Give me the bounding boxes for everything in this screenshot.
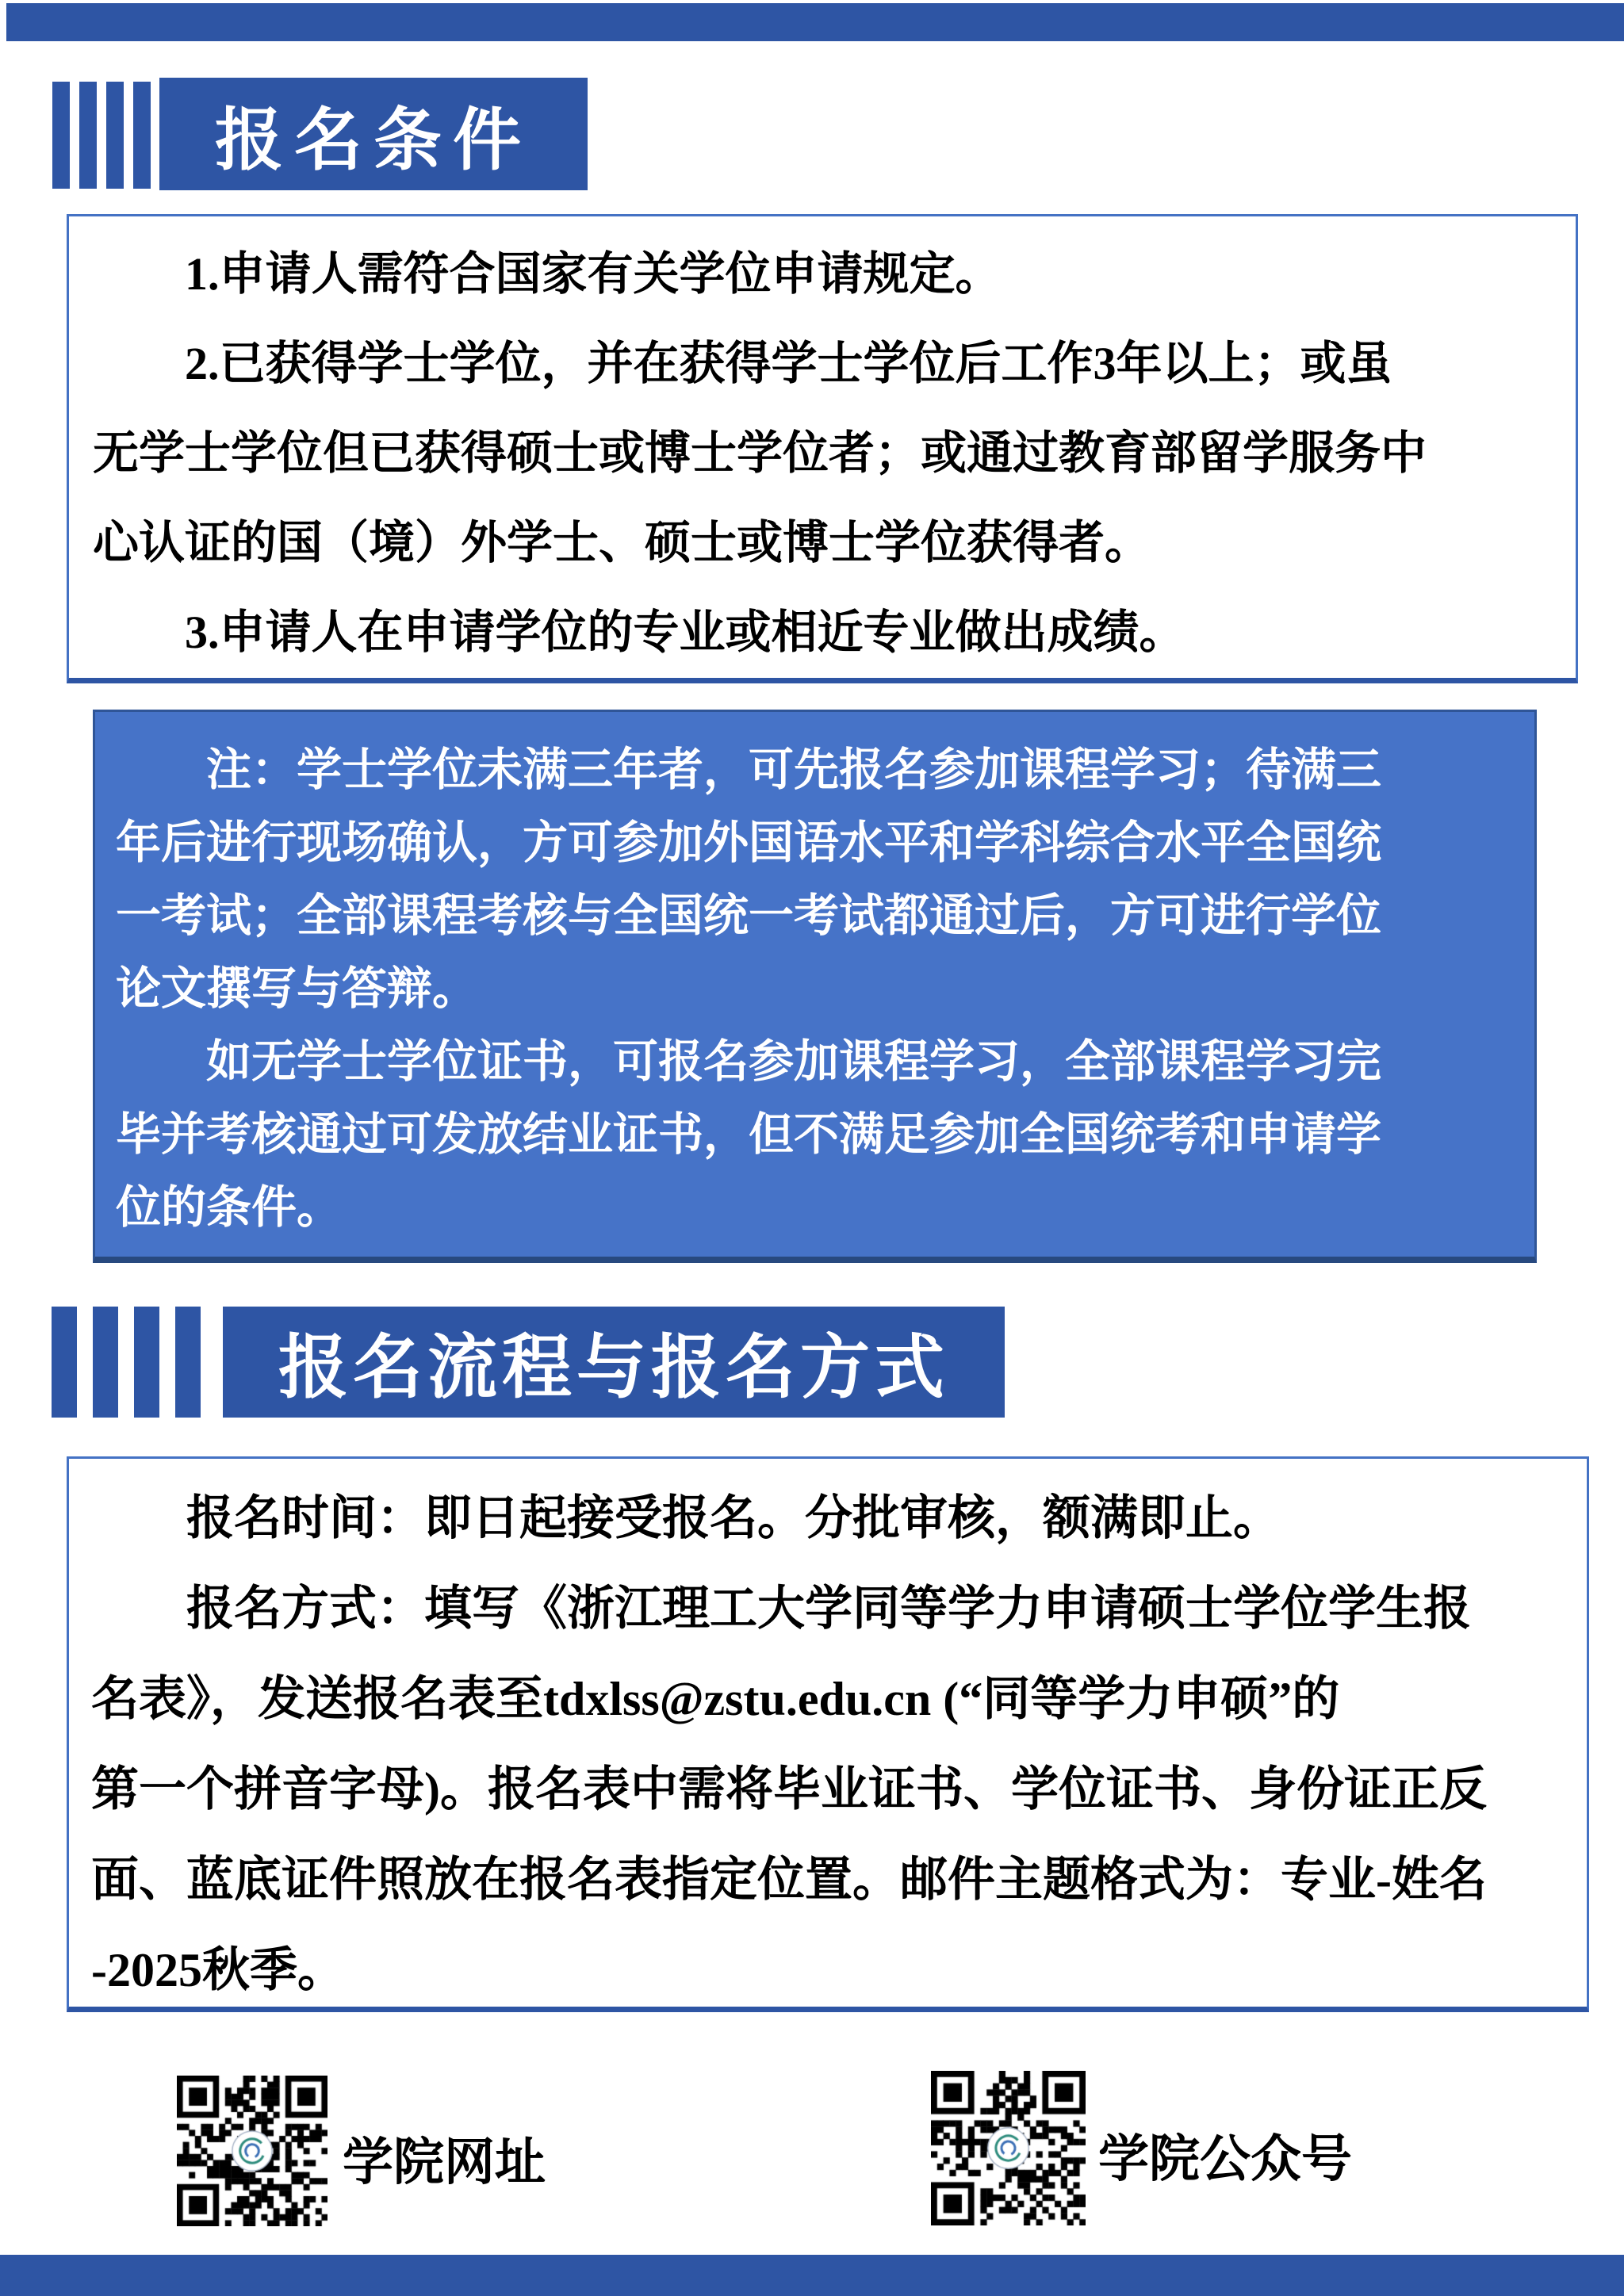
condition-line: 无学士学位但已获得硕士或博士学位者；或通过教育部留学服务中: [93, 427, 1427, 479]
condition-line: 3.申请人在申请学位的专业或相近专业做出成绩。: [185, 607, 1185, 658]
qr-code-wechat-icon: [931, 2071, 1086, 2225]
condition-line: 心认证的国（境）外学士、硕士或博士学位获得者。: [93, 517, 1151, 568]
note-line: 位的条件。: [116, 1183, 342, 1233]
bottom-bar: [0, 2255, 1624, 2296]
stripe: [175, 1307, 201, 1418]
qr-website-label: 学院网址: [343, 2134, 546, 2191]
stripe: [133, 82, 151, 189]
stripe: [52, 82, 70, 189]
process-line: 报名时间：即日起接受报名。分批审核，额满即止。: [186, 1492, 1281, 1544]
section-title-process: [223, 1307, 1005, 1418]
note-line: 一考试；全部课程考核与全国统一考试都通过后，方可进行学位: [116, 891, 1381, 941]
top-bar: [6, 3, 1624, 41]
process-line: 面、蓝底证件照放在报名表指定位置。邮件主题格式为：专业-姓名: [91, 1854, 1487, 1906]
process-line: 报名方式：填写《浙江理工大学同等学力申请硕士学位学生报: [186, 1582, 1471, 1635]
note-box: [93, 710, 1537, 1263]
note-line: 如无学士学位证书，可报名参加课程学习，全部课程学习完: [206, 1037, 1381, 1087]
header-stripes-process: [52, 1307, 216, 1418]
stripe: [106, 82, 124, 189]
qr-wechat-label: 学院公众号: [1098, 2131, 1352, 2187]
stripe: [52, 1307, 77, 1418]
note-line: 毕并考核通过可发放结业证书，但不满足参加全国统考和申请学: [116, 1110, 1381, 1160]
process-line: -2025秋季。: [91, 1944, 345, 1996]
section-title-process-text: 报名流程与报名方式: [278, 1328, 949, 1406]
qr-code-website-icon: [177, 2076, 327, 2226]
note-line: 年后进行现场确认，方可参加外国语水平和学科综合水平全国统: [116, 818, 1381, 868]
note-line: 论文撰写与答辩。: [116, 964, 477, 1014]
process-box: [67, 1456, 1589, 2012]
stripe: [93, 1307, 118, 1418]
process-line: 名表》，发送报名表至tdxlss@zstu.edu.cn (“同等学力申硕”的: [91, 1673, 1340, 1725]
condition-line: 1.申请人需符合国家有关学位申请规定。: [185, 248, 1002, 300]
stripe: [134, 1307, 159, 1418]
section-title-conditions: [159, 78, 588, 190]
header-stripes-conditions: [52, 82, 160, 189]
note-line: 注：学士学位未满三年者，可先报名参加课程学习；待满三: [206, 745, 1381, 795]
conditions-box: [67, 214, 1578, 683]
condition-line: 2.已获得学士学位，并在获得学士学位后工作3年以上；或虽: [185, 338, 1392, 389]
section-title-conditions-text: 报名条件: [215, 102, 532, 178]
process-line: 第一个拼音字母)。报名表中需将毕业证书、学位证书、身份证正反: [91, 1763, 1487, 1816]
stripe: [79, 82, 97, 189]
